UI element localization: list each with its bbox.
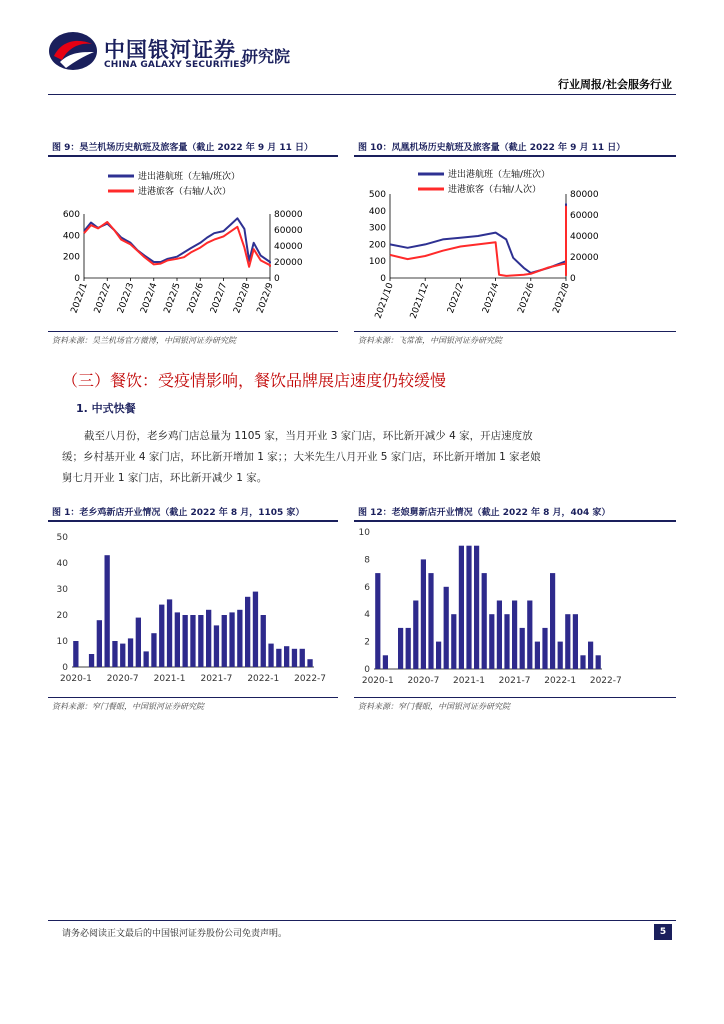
x-tick-label: 2022-1 bbox=[247, 674, 280, 684]
fig10-title: 图 10：凤凰机场历史航班及旅客量（截止 2022 年 9 月 11 日） bbox=[358, 143, 626, 153]
x-tick-label: 2021-7 bbox=[200, 674, 233, 684]
bar bbox=[406, 628, 411, 669]
bar bbox=[206, 610, 211, 667]
bar bbox=[512, 601, 517, 670]
bar bbox=[245, 597, 250, 667]
legend-label-1: 进出港航班（左轴/班次） bbox=[448, 170, 551, 180]
bar bbox=[428, 573, 433, 669]
y-right-tick-label: 0 bbox=[274, 274, 280, 284]
bar bbox=[276, 649, 281, 667]
bar bbox=[558, 642, 563, 669]
fig12-top-rule bbox=[354, 520, 676, 522]
x-tick-label: 2021/10 bbox=[373, 281, 396, 321]
legend-label-1: 进出港航班（左轴/班次） bbox=[138, 172, 241, 182]
y-left-tick-label: 200 bbox=[368, 240, 386, 251]
bar bbox=[151, 633, 156, 667]
fig9-bottom-rule bbox=[48, 331, 338, 332]
y-tick-label: 30 bbox=[56, 585, 68, 595]
bar bbox=[482, 573, 487, 669]
fig10-chart bbox=[354, 160, 676, 330]
y-right-tick-label: 80000 bbox=[570, 190, 599, 200]
bar bbox=[383, 655, 388, 669]
bar bbox=[112, 641, 117, 667]
bar bbox=[167, 599, 172, 667]
y-tick-label: 6 bbox=[364, 582, 370, 593]
x-tick-label: 2022/1 bbox=[69, 281, 90, 315]
x-tick-label: 2020-1 bbox=[361, 676, 394, 686]
bar bbox=[237, 610, 242, 667]
fig10-bottom-rule bbox=[354, 331, 676, 332]
bar bbox=[175, 612, 180, 667]
footer-rule bbox=[48, 920, 676, 921]
bar bbox=[183, 615, 188, 667]
section-subtitle: 1. 中式快餐 bbox=[76, 402, 136, 415]
x-tick-label: 2022/8 bbox=[551, 281, 572, 315]
section-paragraph: 截至八月份，老乡鸡门店总量为 1105 家，当月开业 3 家门店，环比新开减少 4 家，开店速度放缓；乡村基开业 4 家门店，环比新开增加 1 家；；大米先生八月开业 5 家门店，环比新开增加 1 家老娘舅七月开业 1 家门店，环比新开减少 1 家。 bbox=[62, 430, 541, 484]
fig10-source: 资料来源：飞常准，中国银河证券研究院 bbox=[358, 336, 502, 345]
bar bbox=[436, 642, 441, 669]
bar bbox=[97, 620, 102, 667]
y-left-tick-label: 0 bbox=[74, 274, 80, 284]
y-left-tick-label: 0 bbox=[380, 274, 386, 284]
x-tick-label: 2022/2 bbox=[445, 281, 467, 315]
header-rule bbox=[48, 94, 676, 95]
x-tick-label: 2022/6 bbox=[185, 281, 207, 315]
series-line-2 bbox=[390, 207, 566, 276]
report-type: 行业周报/社会服务行业 bbox=[557, 78, 672, 91]
y-left-tick-label: 100 bbox=[368, 257, 386, 268]
y-right-tick-label: 60000 bbox=[274, 226, 303, 236]
legend-label-2: 进港旅客（右轴/人次） bbox=[448, 185, 542, 195]
bar bbox=[421, 559, 426, 669]
bar bbox=[527, 601, 532, 670]
fig9-title: 图 9：昊兰机场历史航班及旅客量（截止 2022 年 9 月 11 日） bbox=[52, 143, 314, 153]
y-tick-label: 0 bbox=[364, 665, 370, 675]
fig12-bottom-rule bbox=[354, 697, 676, 698]
fig1-bottom-rule bbox=[48, 697, 338, 698]
x-tick-label: 2022/2 bbox=[92, 281, 114, 315]
logo-mark bbox=[48, 30, 98, 72]
y-right-tick-label: 60000 bbox=[570, 211, 599, 221]
bar bbox=[253, 592, 258, 667]
x-tick-label: 2022/6 bbox=[516, 281, 537, 315]
bar bbox=[535, 642, 540, 669]
legend-label-2: 进港旅客（右轴/人次） bbox=[138, 187, 232, 197]
y-tick-label: 2 bbox=[364, 637, 370, 648]
bar bbox=[292, 649, 297, 667]
page-number: 5 bbox=[654, 924, 672, 940]
bar bbox=[159, 605, 164, 667]
bar bbox=[413, 601, 418, 670]
x-tick-label: 2021/12 bbox=[408, 281, 432, 321]
bar bbox=[120, 644, 125, 667]
bar bbox=[136, 618, 141, 667]
bar bbox=[198, 615, 203, 667]
bar bbox=[307, 659, 312, 667]
bar bbox=[504, 614, 509, 669]
y-tick-label: 20 bbox=[56, 611, 68, 621]
fig12-title: 图 12：老娘舅新店开业情况（截止 2022 年 8 月，404 家） bbox=[358, 508, 611, 518]
footer-disclaimer: 请务必阅读正文最后的中国银河证券股份公司免责声明。 bbox=[62, 929, 288, 939]
fig10-top-rule bbox=[354, 155, 676, 157]
y-right-tick-label: 40000 bbox=[274, 242, 303, 252]
x-tick-label: 2022-1 bbox=[544, 676, 577, 686]
fig9-source: 资料来源：昊兰机场官方微博，中国银河证券研究院 bbox=[52, 336, 236, 345]
x-tick-label: 2022/3 bbox=[116, 281, 137, 315]
y-left-tick-label: 400 bbox=[62, 231, 80, 242]
y-left-tick-label: 400 bbox=[368, 206, 386, 217]
bar bbox=[451, 614, 456, 669]
bar bbox=[214, 625, 219, 667]
y-right-tick-label: 20000 bbox=[274, 258, 303, 268]
bar bbox=[466, 546, 471, 669]
x-tick-label: 2022/4 bbox=[481, 281, 502, 315]
x-tick-label: 2022/5 bbox=[162, 281, 183, 315]
logo-swirl-icon bbox=[48, 30, 98, 72]
bar bbox=[588, 642, 593, 669]
bar bbox=[144, 651, 149, 667]
y-tick-label: 40 bbox=[56, 559, 68, 569]
x-tick-label: 2020-7 bbox=[106, 674, 139, 684]
bar bbox=[375, 573, 380, 669]
bar bbox=[284, 646, 289, 667]
bar bbox=[596, 655, 601, 669]
bar bbox=[222, 615, 227, 667]
x-tick-label: 2022/9 bbox=[255, 281, 276, 315]
bar bbox=[261, 615, 266, 667]
x-tick-label: 2022/7 bbox=[209, 281, 230, 315]
fig9-chart bbox=[48, 160, 340, 330]
x-tick-label: 2021-1 bbox=[153, 674, 186, 684]
y-tick-label: 10 bbox=[56, 637, 68, 647]
y-tick-label: 50 bbox=[56, 533, 68, 543]
series-line-2 bbox=[84, 222, 270, 267]
fig1-source: 资料来源：窄门餐眼，中国银河证券研究院 bbox=[52, 702, 204, 711]
fig9-top-rule bbox=[48, 155, 338, 157]
x-tick-label: 2022-7 bbox=[294, 674, 327, 684]
bar bbox=[573, 614, 578, 669]
x-tick-label: 2020-7 bbox=[407, 676, 440, 686]
y-left-tick-label: 300 bbox=[368, 223, 386, 234]
bar bbox=[105, 555, 110, 667]
company-name-cn: 中国银河证券 bbox=[104, 38, 236, 62]
bar bbox=[542, 628, 547, 669]
bar bbox=[565, 614, 570, 669]
x-tick-label: 2022/8 bbox=[232, 281, 253, 315]
bar bbox=[190, 615, 195, 667]
y-right-tick-label: 0 bbox=[570, 274, 576, 284]
y-left-tick-label: 600 bbox=[62, 210, 80, 220]
section-title: （三）餐饮：受疫情影响，餐饮品牌展店速度仍较缓慢 bbox=[62, 371, 447, 390]
institute-name: 研究院 bbox=[242, 47, 291, 66]
fig12-source: 资料来源：窄门餐眼，中国银河证券研究院 bbox=[358, 702, 510, 711]
bar bbox=[580, 655, 585, 669]
series-line-1 bbox=[390, 204, 566, 273]
bar bbox=[444, 587, 449, 669]
fig12-chart bbox=[354, 524, 676, 694]
bar bbox=[398, 628, 403, 669]
bar bbox=[550, 573, 555, 669]
x-tick-label: 2021-1 bbox=[453, 676, 485, 686]
company-name-en: CHINA GALAXY SECURITIES bbox=[104, 60, 247, 70]
y-tick-label: 10 bbox=[358, 528, 370, 538]
y-tick-label: 0 bbox=[62, 663, 68, 673]
bar bbox=[268, 644, 273, 667]
fig1-title: 图 1：老乡鸡新店开业情况（截止 2022 年 8 月，1105 家） bbox=[52, 508, 305, 518]
fig1-top-rule bbox=[48, 520, 338, 522]
y-right-tick-label: 40000 bbox=[570, 232, 599, 242]
bar bbox=[73, 641, 78, 667]
fig1-chart bbox=[48, 524, 340, 694]
x-tick-label: 2020-1 bbox=[59, 674, 92, 684]
bar bbox=[474, 546, 479, 669]
bar bbox=[459, 546, 464, 669]
bar bbox=[300, 649, 305, 667]
x-tick-label: 2021-7 bbox=[498, 676, 531, 686]
y-right-tick-label: 80000 bbox=[274, 210, 303, 220]
bar bbox=[89, 654, 94, 667]
y-left-tick-label: 200 bbox=[62, 252, 80, 263]
bar bbox=[497, 601, 502, 670]
y-tick-label: 4 bbox=[364, 610, 370, 621]
bar bbox=[520, 628, 525, 669]
bar bbox=[489, 614, 494, 669]
x-tick-label: 2022-7 bbox=[589, 676, 622, 686]
y-right-tick-label: 20000 bbox=[570, 253, 599, 263]
x-tick-label: 2022/4 bbox=[139, 281, 160, 315]
bar bbox=[229, 612, 234, 667]
y-left-tick-label: 500 bbox=[368, 190, 386, 200]
bar bbox=[128, 638, 133, 667]
y-tick-label: 8 bbox=[364, 555, 370, 566]
